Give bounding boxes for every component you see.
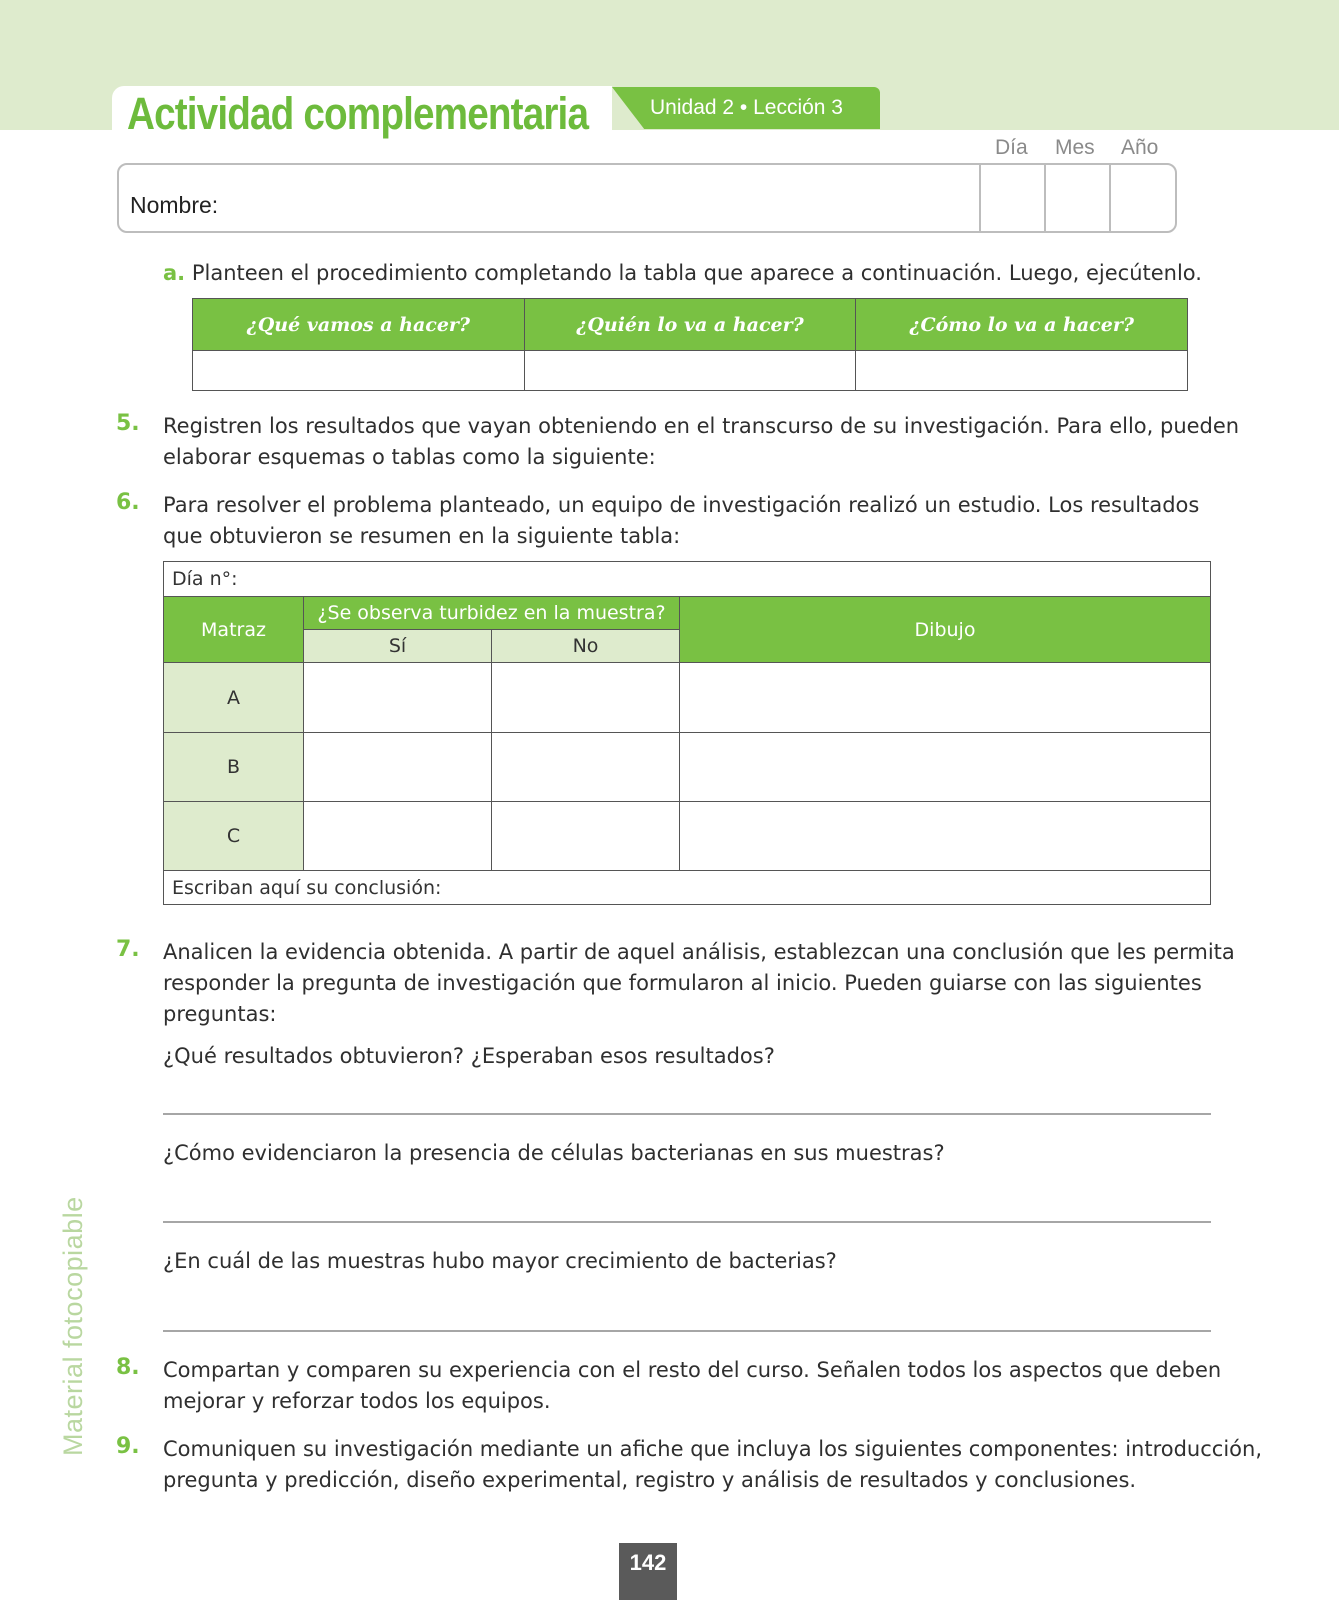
answer-line-1[interactable] bbox=[163, 1113, 1211, 1115]
question-3: ¿En cuál de las muestras hubo mayor crecimiento de bacterias? bbox=[163, 1249, 837, 1273]
item-8 bbox=[163, 1355, 1221, 1417]
cell-c-dibujo[interactable] bbox=[680, 802, 1211, 871]
procedure-cell-how[interactable] bbox=[856, 351, 1188, 391]
item-5 bbox=[163, 411, 1239, 473]
conclusion-label[interactable]: Escriban aquí su conclusión: bbox=[164, 871, 1211, 905]
item-8-number: 8. bbox=[116, 1355, 140, 1380]
procedure-header-what: ¿Qué vamos a hacer? bbox=[193, 299, 525, 351]
si-header: Sí bbox=[304, 630, 492, 663]
cell-b-si[interactable] bbox=[304, 733, 492, 802]
answer-line-3[interactable] bbox=[163, 1330, 1211, 1332]
item-5-line-1: Registren los resultados que vayan obteniendo en el transcurso de su investigación. Para ello, pueden bbox=[163, 414, 1240, 438]
item-9 bbox=[163, 1434, 1262, 1496]
date-label-month: Mes bbox=[1055, 136, 1095, 159]
row-label-a: A bbox=[164, 663, 304, 733]
item-a-letter: a. bbox=[163, 261, 186, 285]
page-title: Actividad complementaria bbox=[127, 88, 589, 139]
name-field[interactable] bbox=[117, 163, 1177, 233]
answer-line-2[interactable] bbox=[163, 1221, 1211, 1223]
item-6-number: 6. bbox=[116, 490, 140, 515]
procedure-cell-who[interactable] bbox=[524, 351, 856, 391]
no-header: No bbox=[492, 630, 680, 663]
procedure-cell-what[interactable] bbox=[193, 351, 525, 391]
item-9-number: 9. bbox=[116, 1434, 140, 1459]
item-a-text: Planteen el procedimiento completando la tabla que aparece a continuación. Luego, ejecútenlo. bbox=[191, 261, 1202, 285]
item-7 bbox=[163, 937, 1235, 1030]
name-divider bbox=[979, 163, 981, 233]
cell-c-si[interactable] bbox=[304, 802, 492, 871]
date-label-year: Año bbox=[1121, 136, 1159, 159]
matraz-header: Matraz bbox=[164, 597, 304, 663]
item-6-line-1: Para resolver el problema planteado, un equipo de investigación realizó un estudio. Los resultados bbox=[163, 493, 1200, 517]
day-number-label: Día n°: bbox=[164, 562, 1211, 597]
row-label-b: B bbox=[164, 733, 304, 802]
item-7-line-2: responder la pregunta de investigación que formularon al inicio. Pueden guiarse con las siguientes bbox=[163, 971, 1202, 995]
item-7-line-1: Analicen la evidencia obtenida. A partir de aquel análisis, establezcan una conclusión que les permita bbox=[163, 940, 1235, 964]
dibujo-header: Dibujo bbox=[680, 597, 1211, 663]
question-1: ¿Qué resultados obtuvieron? ¿Esperaban esos resultados? bbox=[163, 1044, 775, 1068]
day-divider bbox=[1044, 163, 1046, 233]
row-label-c: C bbox=[164, 802, 304, 871]
item-a bbox=[163, 258, 1202, 289]
question-2: ¿Cómo evidenciaron la presencia de células bacterianas en sus muestras? bbox=[163, 1141, 945, 1165]
results-table bbox=[163, 561, 1211, 905]
page-number: 142 bbox=[629, 1550, 667, 1575]
cell-a-no[interactable] bbox=[492, 663, 680, 733]
cell-b-dibujo[interactable] bbox=[680, 733, 1211, 802]
turbidity-header: ¿Se observa turbidez en la muestra? bbox=[304, 597, 680, 630]
item-6 bbox=[163, 490, 1199, 552]
procedure-table bbox=[192, 298, 1188, 391]
cell-a-si[interactable] bbox=[304, 663, 492, 733]
item-9-line-1: Comuniquen su investigación mediante un afiche que incluya los siguientes componentes: introducción, bbox=[163, 1437, 1262, 1461]
cell-a-dibujo[interactable] bbox=[680, 663, 1211, 733]
date-label-day: Día bbox=[995, 136, 1028, 159]
item-5-line-2: elaborar esquemas o tablas como la siguiente: bbox=[163, 445, 656, 469]
photocopiable-label: Material fotocopiable bbox=[58, 1196, 88, 1456]
cell-b-no[interactable] bbox=[492, 733, 680, 802]
item-6-line-2: que obtuvieron se resumen en la siguiente tabla: bbox=[163, 524, 681, 548]
procedure-header-how: ¿Cómo lo va a hacer? bbox=[856, 299, 1188, 351]
unit-label: Unidad 2 • Lección 3 bbox=[650, 96, 843, 119]
cell-c-no[interactable] bbox=[492, 802, 680, 871]
item-5-number: 5. bbox=[116, 411, 140, 436]
item-7-line-3: preguntas: bbox=[163, 1002, 277, 1026]
item-8-line-1: Compartan y comparen su experiencia con el resto del curso. Señalen todos los aspectos que deben bbox=[163, 1358, 1222, 1382]
item-7-number: 7. bbox=[116, 937, 140, 962]
item-8-line-2: mejorar y reforzar todos los equipos. bbox=[163, 1389, 551, 1413]
procedure-header-who: ¿Quién lo va a hacer? bbox=[524, 299, 856, 351]
month-divider bbox=[1109, 163, 1111, 233]
item-9-line-2: pregunta y predicción, diseño experimental, registro y análisis de resultados y conclusiones. bbox=[163, 1468, 1137, 1492]
name-label: Nombre: bbox=[130, 192, 219, 218]
